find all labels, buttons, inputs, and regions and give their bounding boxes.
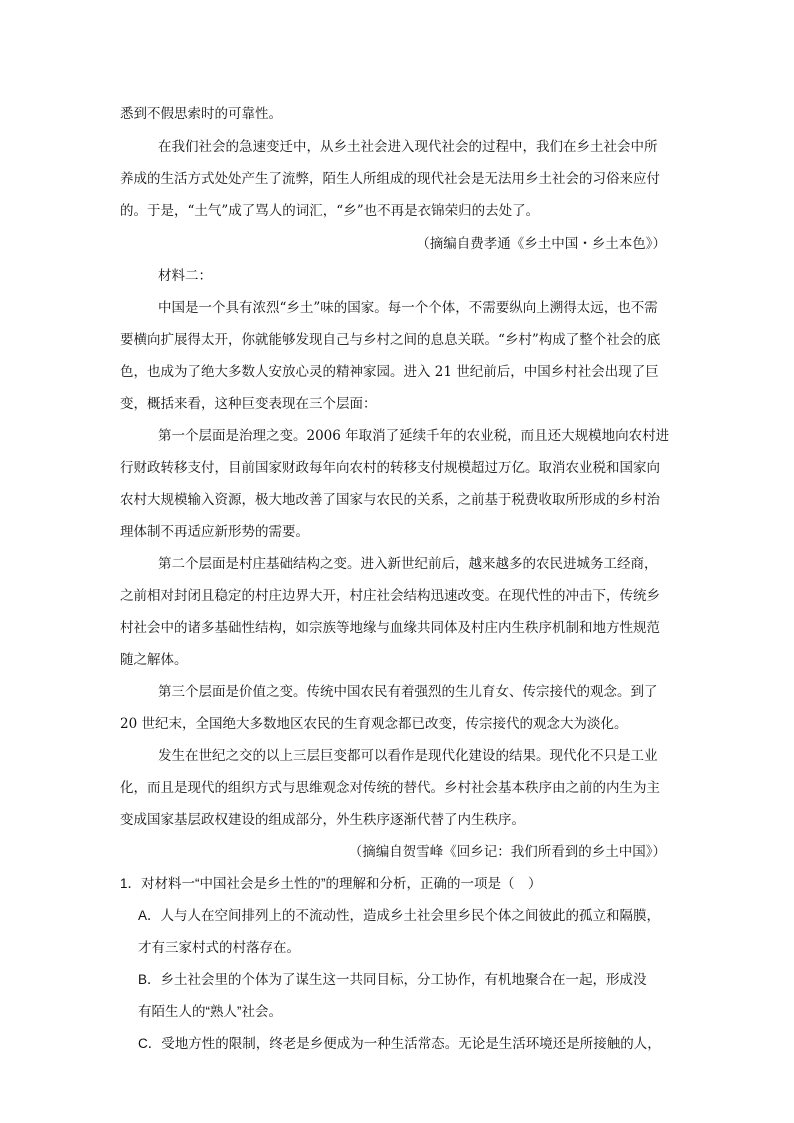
source-citation: （摘编自费孝通《乡土中国・乡土本色》） <box>416 236 666 252</box>
option-a-continued: 才有三家村式的村落存在。 <box>138 940 300 955</box>
text-line: 行财政转移支付，目前国家财政每年向农村的转移支付规模超过万亿。取消农业税和国家向 <box>120 460 660 476</box>
text-line: 色，也成为了绝大多数人安放心灵的精神家园。进入 21 世纪前后，中国乡村社会出现了巨 <box>120 364 659 380</box>
text-line: 20 世纪末，全国绝大多数地区农民的生育观念都已改变，传宗接代的观念大为淡化。 <box>120 716 628 732</box>
text-line: 在我们社会的急速变迁中，从乡土社会进入现代社会的过程中，我们在乡土社会中所 <box>158 139 658 155</box>
option-b-continued: 有陌生人的“熟人”社会。 <box>138 1004 282 1019</box>
question-stem: 1．对材料一“中国社会是乡土性的”的理解和分析，正确的一项是（ ） <box>120 876 542 891</box>
text-line: 中国是一个具有浓烈“乡土”味的国家。每一个个体，不需要纵向上溯得太远，也不需 <box>158 300 658 316</box>
text-line: 变，概括来看，这种巨变表现在三个层面： <box>120 396 377 412</box>
text-line: 变成国家基层政权建设的组成部分，外生秩序逐渐代替了内生秩序。 <box>120 812 525 828</box>
text-line: 第一个层面是治理之变。2006 年取消了延续千年的农业税，而且还大规模地向农村进 <box>158 428 670 444</box>
material-label: 材料二： <box>158 268 212 284</box>
text-line: 第三个层面是价值之变。传统中国农民有着强烈的生儿育女、传宗接代的观念。到了 <box>158 684 658 700</box>
text-line: 的。于是，“土气”成了骂人的词汇，“乡”也不再是衣锦荣归的去处了。 <box>120 203 540 219</box>
text-line: 村社会中的诸多基础性结构，如宗族等地缘与血缘共同体及村庄内生秩序机制和地方性规范 <box>120 620 660 636</box>
text-line: 第二个层面是村庄基础结构之变。进入新世纪前后，越来越多的农民进城务工经商， <box>158 556 658 572</box>
text-line: 要横向扩展得太开，你就能够发现自己与乡村之间的息息关联。“乡村”构成了整个社会的底 <box>120 332 661 348</box>
text-line: 悉到不假思索时的可靠性。 <box>120 106 282 122</box>
option-a[interactable]: A．人与人在空间排列上的不流动性，造成乡土社会里乡民个体之间彼此的孤立和隔膜， <box>138 908 661 923</box>
text-line: 随之解体。 <box>120 652 188 668</box>
text-line: 之前相对封闭且稳定的村庄边界大开，村庄社会结构迅速改变。在现代性的冲击下，传统乡 <box>120 588 660 604</box>
text-line: 化，而且是现代的组织方式与思维观念对传统的替代。乡村社会基本秩序由之前的内生为主 <box>120 780 660 796</box>
text-line: 发生在世纪之交的以上三层巨变都可以看作是现代化建设的结果。现代化不只是工业 <box>158 748 658 764</box>
source-citation: （摘编自贺雪峰《回乡记：我们所看到的乡土中国》） <box>348 844 666 860</box>
text-line: 农村大规模输入资源，极大地改善了国家与农民的关系，之前基于税费收取所形成的乡村治 <box>120 492 660 508</box>
option-c[interactable]: C．受地方性的限制，终老是乡便成为一种生活常态。无论是生活环境还是所接触的人， <box>138 1036 661 1051</box>
text-line: 理体制不再适应新形势的需要。 <box>120 524 309 540</box>
text-line: 养成的生活方式处处产生了流弊，陌生人所组成的现代社会是无法用乡土社会的习俗来应付 <box>120 171 660 187</box>
option-b[interactable]: B．乡土社会里的个体为了谋生这一共同目标，分工协作，有机地聚合在一起，形成没 <box>138 972 647 987</box>
